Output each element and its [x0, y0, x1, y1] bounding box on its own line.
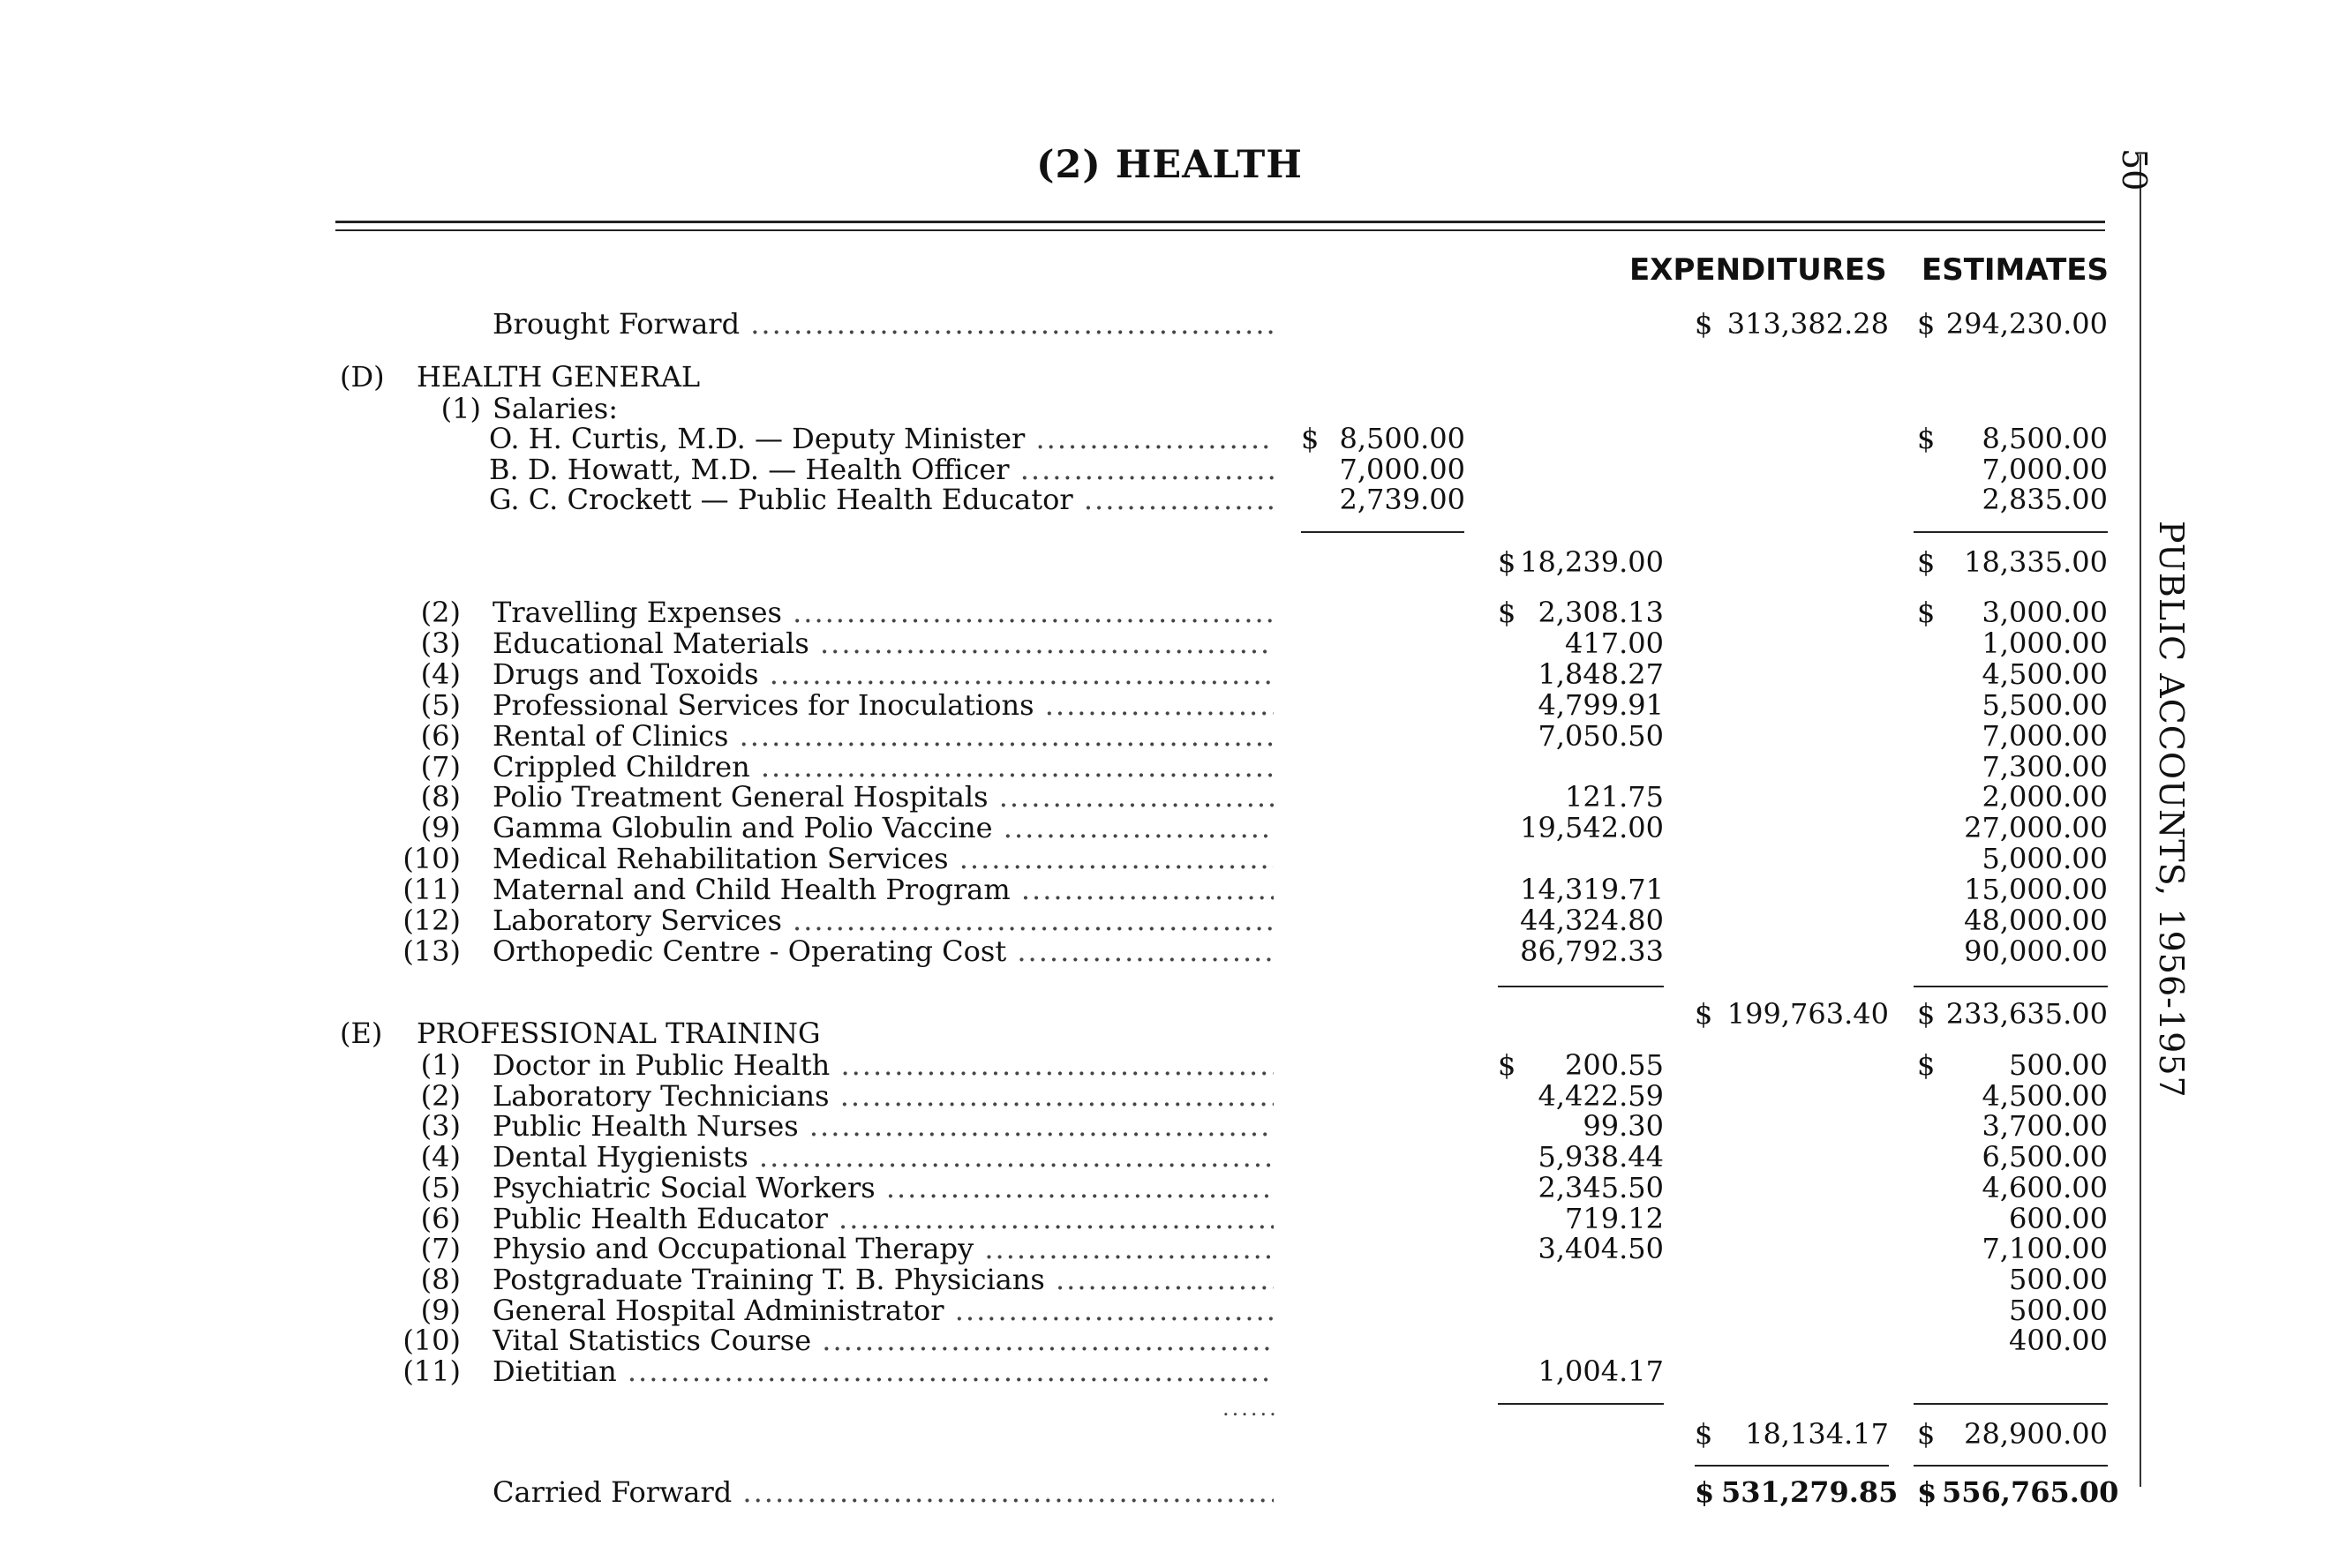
salary-estimate: 2,835.00 — [1982, 483, 2108, 516]
line-item-expenditure: 14,319.71 — [1520, 873, 1664, 907]
line-item-expenditure: 719.12 — [1565, 1201, 1664, 1235]
salaries-label: Salaries: — [493, 392, 618, 425]
line-item-label: Physio and Occupational Therapy ..... — [493, 1232, 1274, 1265]
line-item-row — [0, 904, 2136, 935]
section-d-total-row — [0, 997, 2136, 1029]
line-item-label: Vital Statistics Course ..... — [493, 1324, 1274, 1357]
line-item-row — [0, 1048, 2136, 1080]
line-item-number: (4) — [420, 1140, 461, 1174]
brought-forward-expenditures: 313,382.28 — [1726, 307, 1889, 341]
line-item-label: Laboratory Services ..... — [493, 904, 1274, 937]
salaries-total-expenditure: 18,239.00 — [1520, 545, 1664, 579]
line-item-label: Public Health Educator ..... — [493, 1202, 1274, 1235]
line-item-label: General Hospital Administrator ..... — [493, 1294, 1274, 1327]
line-item-row — [0, 596, 2136, 627]
salaries-total-row — [0, 545, 2136, 577]
line-item-row — [0, 688, 2136, 720]
line-item-expenditure: 1,004.17 — [1538, 1354, 1664, 1388]
salary-label: G. C. Crockett — Public Health Educator ..... — [489, 483, 1275, 516]
line-item-expenditure: 5,938.44 — [1538, 1140, 1664, 1174]
line-item-row — [0, 1140, 2136, 1172]
line-item-label: Drugs and Toxoids ..... — [493, 657, 1274, 691]
line-item-expenditure: 3,404.50 — [1538, 1232, 1664, 1266]
line-item-estimate: 2,000.00 — [1982, 780, 2108, 814]
line-item-expenditure: 44,324.80 — [1520, 904, 1664, 937]
line-item-number: (2) — [420, 1078, 461, 1113]
e-estimate-rule — [1914, 1403, 2108, 1405]
section-d-title: HEALTH GENERAL — [417, 360, 701, 394]
line-item-est-dollar: $ — [1917, 596, 1936, 629]
line-item-estimate: 15,000.00 — [1964, 873, 2108, 907]
line-item-expenditure: 2,308.13 — [1538, 596, 1664, 629]
line-item-row — [0, 811, 2136, 843]
line-item-expenditure: 121.75 — [1565, 780, 1664, 814]
line-item-number: (3) — [420, 1109, 461, 1144]
line-item-estimate: 7,300.00 — [1982, 749, 2108, 784]
line-item-row — [0, 934, 2136, 966]
line-item-number: (13) — [402, 934, 461, 968]
e-expenditure-rule — [1498, 1403, 1664, 1405]
page-number: 50 — [2115, 148, 2154, 191]
line-item-estimate: 90,000.00 — [1964, 934, 2108, 968]
line-item-expenditure: 200.55 — [1565, 1048, 1664, 1082]
line-item-estimate: 5,000.00 — [1982, 842, 2108, 876]
line-item-label: Professional Services for Inoculations ..... — [493, 688, 1274, 722]
carried-forward-expenditures: 531,279.85 — [1721, 1475, 1899, 1509]
section-e-title: PROFESSIONAL TRAINING — [417, 1017, 821, 1050]
salaries-estimate-rule — [1914, 531, 2108, 533]
line-item-label: Maternal and Child Health Program ..... — [493, 873, 1274, 906]
estimates-header: ESTIMATES — [1922, 252, 2109, 288]
line-item-expenditure: 1,848.27 — [1538, 656, 1664, 691]
line-item-est-dollar: $ — [1917, 1048, 1936, 1082]
line-item-number: (7) — [420, 1232, 461, 1266]
line-item-estimate: 5,500.00 — [1982, 687, 2108, 722]
title-rule-bottom — [335, 229, 2105, 231]
line-item-number: (11) — [402, 1354, 461, 1388]
d-total-est-dollar: $ — [1917, 997, 1936, 1031]
title-rule-top — [335, 221, 2105, 223]
salary-dollar: $ — [1301, 422, 1320, 455]
line-item-label: Postgraduate Training T. B. Physicians ..... — [493, 1263, 1274, 1296]
line-item-label: Dietitian ..... — [493, 1354, 1274, 1388]
line-item-estimate: 7,000.00 — [1982, 718, 2108, 753]
line-item-number: (3) — [420, 626, 461, 660]
line-item-row — [0, 842, 2136, 874]
line-item-row — [0, 1263, 2136, 1294]
salaries-num: (1) — [440, 392, 481, 425]
line-item-number: (9) — [420, 1293, 461, 1327]
e-total-estimates: 28,900.00 — [1964, 1417, 2108, 1451]
cf-expenditure-rule — [1695, 1465, 1889, 1467]
carried-forward-row — [0, 1475, 2136, 1507]
line-item-row — [0, 1324, 2136, 1358]
line-item-number: (2) — [420, 596, 461, 629]
line-item-label: Gamma Globulin and Polio Vaccine ..... — [493, 811, 1274, 844]
expenditures-header: EXPENDITURES — [1629, 252, 1887, 288]
line-item-exp-dollar: $ — [1498, 596, 1516, 629]
salaries-total-est-dollar: $ — [1917, 545, 1936, 579]
e-total-expenditures: 18,134.17 — [1745, 1417, 1889, 1451]
line-item-number: (12) — [402, 904, 461, 937]
line-item-row — [0, 1171, 2136, 1203]
line-item-estimate: 6,500.00 — [1982, 1140, 2108, 1174]
line-item-estimate: 400.00 — [2009, 1324, 2108, 1358]
salary-row — [0, 422, 2136, 454]
line-item-label: Laboratory Technicians ..... — [493, 1079, 1274, 1113]
salary-row — [0, 483, 2136, 514]
line-item-number: (5) — [420, 1170, 461, 1204]
line-item-number: (7) — [420, 749, 461, 784]
leader-dots: ...... — [1222, 1396, 1279, 1421]
line-item-label: Psychiatric Social Workers ..... — [493, 1171, 1274, 1204]
margin-rule — [2140, 154, 2141, 1487]
carried-forward-label: Carried Forward ..... — [493, 1475, 1274, 1509]
line-item-estimate: 4,500.00 — [1982, 656, 2108, 691]
section-e-letter: (E) — [340, 1017, 383, 1050]
brought-forward-estimates: 294,230.00 — [1945, 307, 2108, 341]
d-estimate-rule — [1914, 986, 2108, 987]
line-item-row — [0, 626, 2136, 658]
line-item-expenditure: 4,422.59 — [1538, 1078, 1664, 1113]
brought-forward-row — [0, 307, 2136, 339]
line-item-number: (9) — [420, 811, 461, 845]
salary-estimate: 8,500.00 — [1982, 422, 2108, 455]
line-item-expenditure: 7,050.50 — [1538, 718, 1664, 753]
salary-row — [0, 453, 2136, 484]
line-item-row — [0, 750, 2136, 782]
line-item-expenditure: 2,345.50 — [1538, 1170, 1664, 1204]
line-item-row — [0, 873, 2136, 907]
line-item-row — [0, 1294, 2136, 1325]
line-item-label: Rental of Clinics ..... — [493, 719, 1274, 753]
line-item-number: (1) — [420, 1048, 461, 1082]
carried-forward-est-dollar: $ — [1917, 1475, 1937, 1509]
line-item-estimate: 27,000.00 — [1964, 811, 2108, 845]
brought-forward-est-dollar: $ — [1917, 307, 1936, 341]
line-item-expenditure: 4,799.91 — [1538, 687, 1664, 722]
line-item-estimate: 48,000.00 — [1964, 904, 2108, 937]
line-item-estimate: 7,100.00 — [1982, 1232, 2108, 1266]
line-item-estimate: 500.00 — [2009, 1293, 2108, 1327]
line-item-number: (6) — [420, 718, 461, 753]
line-item-expenditure: 99.30 — [1583, 1109, 1664, 1144]
line-item-row — [0, 1354, 2136, 1386]
carried-forward-estimates: 556,765.00 — [1942, 1475, 2119, 1509]
line-item-row — [0, 1202, 2136, 1234]
salaries-amount-rule — [1301, 531, 1464, 533]
line-item-number: (4) — [420, 656, 461, 691]
line-item-number: (10) — [402, 1324, 461, 1358]
section-d-letter: (D) — [340, 360, 385, 394]
line-item-number: (11) — [402, 873, 461, 907]
section-e-total-row — [0, 1417, 2136, 1449]
line-item-label: Orthopedic Centre - Operating Cost ..... — [493, 934, 1274, 968]
salary-estimate: 7,000.00 — [1982, 452, 2108, 486]
salary-amount: 2,739.00 — [1339, 483, 1465, 516]
d-total-estimates: 233,635.00 — [1945, 997, 2108, 1031]
running-title: PUBLIC ACCOUNTS, 1956-1957 — [2152, 521, 2191, 1099]
salary-amount: 7,000.00 — [1339, 452, 1465, 486]
line-item-label: Medical Rehabilitation Services ..... — [493, 842, 1274, 875]
line-item-label: Polio Treatment General Hospitals ..... — [493, 780, 1274, 814]
d-total-expenditures: 199,763.40 — [1726, 997, 1889, 1031]
line-item-estimate: 4,500.00 — [1982, 1078, 2108, 1113]
line-item-label: Doctor in Public Health ..... — [493, 1048, 1274, 1082]
line-item-label: Travelling Expenses ..... — [493, 596, 1274, 629]
line-item-row — [0, 657, 2136, 689]
line-item-row — [0, 780, 2136, 812]
d-expenditure-rule — [1498, 986, 1664, 987]
salary-amount: 8,500.00 — [1339, 422, 1465, 455]
salary-label: O. H. Curtis, M.D. — Deputy Minister ..... — [489, 422, 1275, 455]
line-item-number: (5) — [420, 687, 461, 722]
line-item-row — [0, 1232, 2136, 1264]
line-item-label: Crippled Children ..... — [493, 750, 1274, 784]
page-title: (2) HEALTH — [1036, 143, 1303, 187]
line-item-number: (8) — [420, 1262, 461, 1296]
line-item-estimate: 3,000.00 — [1982, 596, 2108, 629]
line-item-number: (8) — [420, 780, 461, 814]
brought-forward-exp-dollar: $ — [1695, 307, 1713, 341]
line-item-number: (10) — [402, 842, 461, 876]
line-item-expenditure: 417.00 — [1565, 626, 1664, 660]
line-item-row — [0, 1109, 2136, 1144]
line-item-estimate: 600.00 — [2009, 1201, 2108, 1235]
line-item-exp-dollar: $ — [1498, 1048, 1516, 1082]
d-total-exp-dollar: $ — [1695, 997, 1713, 1031]
cf-estimate-rule — [1914, 1465, 2108, 1467]
line-item-label: Dental Hygienists ..... — [493, 1140, 1274, 1174]
salary-est-dollar: $ — [1917, 422, 1936, 455]
line-item-estimate: 500.00 — [2009, 1048, 2108, 1082]
brought-forward-label: Brought Forward ..... — [493, 307, 1274, 341]
line-item-expenditure: 19,542.00 — [1520, 811, 1664, 845]
line-item-estimate: 3,700.00 — [1982, 1109, 2108, 1144]
salaries-total-estimate: 18,335.00 — [1964, 545, 2108, 579]
carried-forward-exp-dollar: $ — [1695, 1475, 1715, 1509]
e-total-est-dollar: $ — [1917, 1417, 1936, 1451]
e-total-exp-dollar: $ — [1695, 1417, 1713, 1451]
salary-label: B. D. Howatt, M.D. — Health Officer ..... — [489, 453, 1275, 486]
line-item-label: Public Health Nurses ..... — [493, 1109, 1274, 1143]
line-item-row — [0, 1079, 2136, 1111]
line-item-expenditure: 86,792.33 — [1520, 934, 1664, 968]
line-item-label: Educational Materials ..... — [493, 626, 1274, 660]
salaries-total-dollar: $ — [1498, 545, 1516, 579]
line-item-estimate: 500.00 — [2009, 1262, 2108, 1296]
line-item-number: (6) — [420, 1201, 461, 1235]
line-item-estimate: 4,600.00 — [1982, 1170, 2108, 1204]
line-item-estimate: 1,000.00 — [1982, 626, 2108, 660]
line-item-row — [0, 719, 2136, 751]
